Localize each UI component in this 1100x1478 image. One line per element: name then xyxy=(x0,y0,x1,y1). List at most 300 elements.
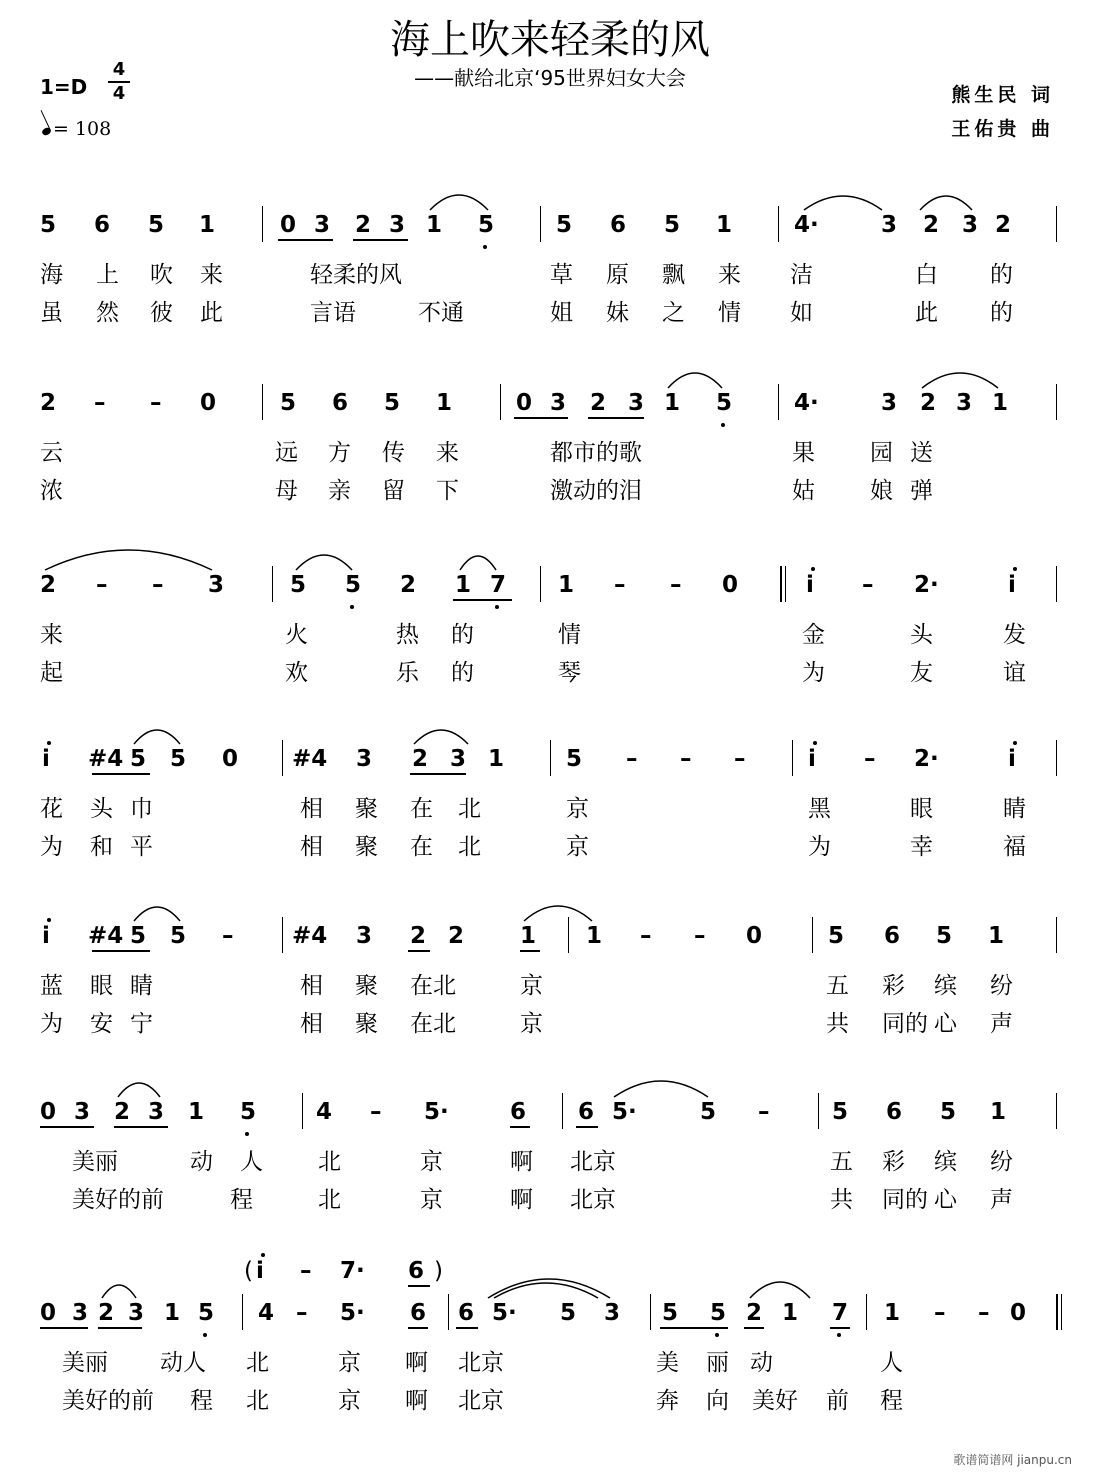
lyric-verse-1: 来 xyxy=(436,440,459,466)
lyric-verse-1: 动人 xyxy=(160,1350,206,1376)
lyric-verse-2: 下 xyxy=(436,478,459,504)
lyric-verse-1: 头 xyxy=(90,796,113,822)
lyric-verse-2: 留 xyxy=(382,478,405,504)
lyric-verse-2: 京 xyxy=(338,1388,361,1414)
note: 3 xyxy=(208,572,225,598)
note: – xyxy=(152,572,164,598)
note: 6 xyxy=(884,923,901,949)
lyric-verse-2: 谊 xyxy=(1003,660,1026,686)
underline-beam xyxy=(408,950,430,952)
lyric-verse-2: 程 xyxy=(190,1388,213,1414)
lyric-verse-2: 的 xyxy=(990,300,1013,326)
note: 2 xyxy=(920,390,937,416)
lyric-verse-2: 向 xyxy=(706,1388,729,1414)
lyric-verse-2: 琴 xyxy=(558,660,581,686)
note: 2· xyxy=(914,572,939,598)
lyric-verse-1: 北 xyxy=(318,1149,341,1175)
note: – xyxy=(978,1300,990,1326)
barline xyxy=(562,1093,563,1129)
note: #4 xyxy=(88,923,124,949)
lyric-verse-1: 纷 xyxy=(990,973,1013,999)
note: #4 xyxy=(292,923,328,949)
note: 5 xyxy=(936,923,953,949)
barline xyxy=(242,1294,243,1330)
note: 3 xyxy=(956,390,973,416)
lyric-verse-1: 相 xyxy=(300,796,323,822)
lyric-verse-1: 上 xyxy=(96,262,119,288)
song-subtitle: ——献给北京‘95世界妇女大会 xyxy=(414,66,686,90)
octave-dot-below xyxy=(203,1333,207,1337)
slur xyxy=(102,1285,136,1298)
lyric-verse-2: 虽 xyxy=(40,300,63,326)
lyric-verse-1: 五 xyxy=(830,1149,853,1175)
lyric-verse-1: 京 xyxy=(566,796,589,822)
underline-beam xyxy=(114,1126,168,1128)
note: 5 xyxy=(560,1300,577,1326)
note: 3 xyxy=(604,1300,621,1326)
lyric-verse-2: 共 xyxy=(826,1011,849,1037)
lyric-verse-2: 相 xyxy=(300,834,323,860)
lyric-verse-2: 为 xyxy=(802,660,825,686)
note: 5 xyxy=(566,746,583,772)
note: 5 xyxy=(170,923,187,949)
lyric-verse-1: 在北 xyxy=(410,973,456,999)
octave-dot-above xyxy=(1013,567,1017,571)
note: 2 xyxy=(995,212,1012,238)
note: 4 xyxy=(258,1300,275,1326)
barline xyxy=(1056,740,1057,776)
parenthetical-note: 6 xyxy=(408,1258,425,1284)
note: 1 xyxy=(426,212,443,238)
lyric-verse-2: 啊 xyxy=(405,1388,428,1414)
lyric-verse-2: 京 xyxy=(566,834,589,860)
note: – xyxy=(734,746,746,772)
underline-beam xyxy=(92,950,150,952)
note: 6 xyxy=(510,1099,527,1125)
barline xyxy=(778,384,779,420)
barline xyxy=(866,1294,867,1330)
slur xyxy=(488,1279,610,1298)
note: 1 xyxy=(455,572,472,598)
note: 6 xyxy=(458,1300,475,1326)
note: 5 xyxy=(832,1099,849,1125)
lyric-verse-2: 为 xyxy=(808,834,831,860)
lyric-verse-2: 北 xyxy=(458,834,481,860)
note: 1 xyxy=(990,1099,1007,1125)
lyric-verse-1: 巾 xyxy=(130,796,153,822)
note: 2 xyxy=(400,572,417,598)
lyric-verse-1: 啊 xyxy=(405,1350,428,1376)
barline xyxy=(785,566,786,602)
underline-beam xyxy=(40,1327,88,1329)
lyric-verse-1: 睛 xyxy=(130,973,153,999)
underline-beam xyxy=(410,773,466,775)
note: 2· xyxy=(914,746,939,772)
note: 1 xyxy=(164,1300,181,1326)
barline xyxy=(540,566,541,602)
underline-beam xyxy=(278,239,333,241)
lyric-verse-2: 北京 xyxy=(570,1187,616,1213)
note: – xyxy=(370,1099,382,1125)
lyric-verse-2: 友 xyxy=(910,660,933,686)
note: – xyxy=(96,572,108,598)
parenthetical-note: ) xyxy=(434,1258,443,1284)
slur xyxy=(750,1282,810,1298)
slur xyxy=(134,907,180,921)
underline-beam xyxy=(408,1285,430,1287)
slur xyxy=(922,373,998,388)
barline xyxy=(500,384,501,420)
lyric-verse-1: 丽 xyxy=(706,1350,729,1376)
lyric-verse-2: 亲 xyxy=(328,478,351,504)
lyric-verse-2: 美好的前 xyxy=(72,1187,164,1213)
slur xyxy=(524,906,592,921)
lyric-verse-2: 奔 xyxy=(656,1388,679,1414)
note: 3 xyxy=(74,1099,91,1125)
lyric-verse-1: 白 xyxy=(915,262,938,288)
octave-dot-below xyxy=(483,245,487,249)
note: 6 xyxy=(886,1099,903,1125)
note: 5 xyxy=(290,572,307,598)
barline xyxy=(282,917,283,953)
note: – xyxy=(670,572,682,598)
lyric-verse-2: 言语 xyxy=(310,300,356,326)
lyric-verse-2: 在 xyxy=(410,834,433,860)
lyric-verse-2: 此 xyxy=(200,300,223,326)
lyric-verse-1: 人 xyxy=(240,1149,263,1175)
lyric-verse-2: 同的 xyxy=(882,1011,928,1037)
note: 5 xyxy=(828,923,845,949)
underline-beam xyxy=(514,417,568,419)
lyric-verse-1: 黑 xyxy=(808,796,831,822)
underline-beam xyxy=(576,1126,598,1128)
note: 1 xyxy=(988,923,1005,949)
note: 1 xyxy=(586,923,603,949)
barline xyxy=(1061,1294,1062,1330)
note: 2 xyxy=(923,212,940,238)
lyric-verse-1: 金 xyxy=(802,622,825,648)
note: 0 xyxy=(1010,1300,1027,1326)
lyric-verse-2: 宁 xyxy=(130,1011,153,1037)
lyric-verse-1: 美 xyxy=(656,1350,679,1376)
underline-beam xyxy=(830,1327,850,1329)
underline-beam xyxy=(660,1327,728,1329)
note: 6 xyxy=(610,212,627,238)
lyric-verse-2: 弹 xyxy=(910,478,933,504)
note: 5 xyxy=(710,1300,727,1326)
note: 3 xyxy=(128,1300,145,1326)
lyric-verse-1: 海 xyxy=(40,262,63,288)
lyric-verse-2: 情 xyxy=(718,300,741,326)
composer-credit: 王佑贵 曲 xyxy=(951,118,1054,140)
lyric-verse-1: 花 xyxy=(40,796,63,822)
note: – xyxy=(614,572,626,598)
octave-dot-below xyxy=(350,605,354,609)
lyric-verse-2: 福 xyxy=(1003,834,1026,860)
lyric-verse-1: 热 xyxy=(396,622,419,648)
lyric-verse-1: 美丽 xyxy=(72,1149,118,1175)
note: 7 xyxy=(490,572,507,598)
note: 3 xyxy=(314,212,331,238)
lyric-verse-2: 心 xyxy=(934,1187,957,1213)
barline xyxy=(272,566,273,602)
note: 1 xyxy=(558,572,575,598)
barline xyxy=(792,740,793,776)
octave-dot-below xyxy=(495,605,499,609)
lyric-verse-2: 为 xyxy=(40,834,63,860)
lyric-verse-2: 和 xyxy=(90,834,113,860)
lyric-verse-1: 纷 xyxy=(990,1149,1013,1175)
note: – xyxy=(862,572,874,598)
note: 3 xyxy=(389,212,406,238)
note: 4· xyxy=(794,390,819,416)
barline xyxy=(282,740,283,776)
note: 3 xyxy=(550,390,567,416)
note: 2 xyxy=(746,1300,763,1326)
note: i xyxy=(42,923,50,949)
lyric-verse-2: 程 xyxy=(880,1388,903,1414)
barline xyxy=(780,566,782,602)
time-signature xyxy=(108,59,130,105)
underline-beam xyxy=(510,1126,530,1128)
underline-beam xyxy=(520,950,540,952)
lyric-verse-2: 乐 xyxy=(396,660,419,686)
underline-beam xyxy=(353,239,408,241)
lyric-verse-2: 北 xyxy=(246,1388,269,1414)
lyric-verse-2: 京 xyxy=(520,1011,543,1037)
lyric-verse-1: 彩 xyxy=(882,1149,905,1175)
underline-beam xyxy=(98,1327,142,1329)
slur xyxy=(414,730,468,744)
note: – xyxy=(934,1300,946,1326)
note: 5 xyxy=(664,212,681,238)
note: 7 xyxy=(832,1300,849,1326)
underline-beam xyxy=(408,1327,428,1329)
note: 0 xyxy=(746,923,763,949)
lyric-verse-2: 的 xyxy=(451,660,474,686)
lyric-verse-1: 五 xyxy=(826,973,849,999)
note: 0 xyxy=(722,572,739,598)
note: 1 xyxy=(782,1300,799,1326)
barline xyxy=(650,1294,651,1330)
lyric-verse-1: 园 xyxy=(870,440,893,466)
lyric-verse-2: 北 xyxy=(318,1187,341,1213)
barline xyxy=(778,206,779,242)
note: 1 xyxy=(664,390,681,416)
note: 1 xyxy=(188,1099,205,1125)
note: 0 xyxy=(200,390,217,416)
note: 5 xyxy=(556,212,573,238)
barline xyxy=(1056,917,1057,953)
lyric-verse-2: 平 xyxy=(130,834,153,860)
lyric-verse-1: 吹 xyxy=(150,262,173,288)
lyric-verse-2: 此 xyxy=(915,300,938,326)
note: – xyxy=(680,746,692,772)
lyric-verse-1: 京 xyxy=(520,973,543,999)
underline-beam xyxy=(40,1126,94,1128)
octave-dot-above xyxy=(1013,741,1017,745)
lyric-verse-1: 来 xyxy=(40,622,63,648)
note: 3 xyxy=(881,390,898,416)
note: 2 xyxy=(114,1099,131,1125)
note: 4 xyxy=(316,1099,333,1125)
lyric-verse-1: 人 xyxy=(880,1350,903,1376)
lyric-verse-1: 动 xyxy=(750,1350,773,1376)
time-signature-top: 4 xyxy=(108,59,130,83)
note: 5 xyxy=(240,1099,257,1125)
slur xyxy=(920,196,972,210)
lyric-verse-2: 之 xyxy=(662,300,685,326)
lyric-verse-1: 聚 xyxy=(355,796,378,822)
note: – xyxy=(694,923,706,949)
lyric-verse-2: 心 xyxy=(934,1011,957,1037)
note: 6 xyxy=(94,212,111,238)
barline xyxy=(1056,1294,1058,1330)
lyric-verse-1: 蓝 xyxy=(40,973,63,999)
octave-dot-above xyxy=(261,1253,265,1257)
note: 3 xyxy=(148,1099,165,1125)
octave-dot-above xyxy=(47,918,51,922)
barline xyxy=(262,384,263,420)
note: 3 xyxy=(962,212,979,238)
lyric-verse-2: 幸 xyxy=(910,834,933,860)
lyric-verse-1: 缤 xyxy=(934,973,957,999)
lyric-verse-1: 火 xyxy=(285,622,308,648)
lyric-verse-1: 北京 xyxy=(570,1149,616,1175)
slur xyxy=(430,195,488,210)
barline xyxy=(568,917,569,953)
lyric-verse-2: 京 xyxy=(420,1187,443,1213)
note: 2 xyxy=(590,390,607,416)
barline xyxy=(812,917,813,953)
lyric-verse-2: 彼 xyxy=(150,300,173,326)
lyric-verse-1: 彩 xyxy=(882,973,905,999)
underline-beam xyxy=(453,599,512,601)
note: – xyxy=(640,923,652,949)
note: 3 xyxy=(628,390,645,416)
note: – xyxy=(864,746,876,772)
note: 2 xyxy=(40,390,57,416)
parenthetical-note: – xyxy=(300,1258,312,1284)
lyric-verse-1: 京 xyxy=(338,1350,361,1376)
lyric-verse-1: 在 xyxy=(410,796,433,822)
note: 1 xyxy=(488,746,505,772)
barline xyxy=(818,1093,819,1129)
note: i xyxy=(1008,572,1016,598)
note: 1 xyxy=(884,1300,901,1326)
barline xyxy=(1056,206,1057,242)
note: 2 xyxy=(98,1300,115,1326)
lyric-verse-1: 北 xyxy=(458,796,481,822)
lyric-verse-2: 欢 xyxy=(285,660,308,686)
lyric-verse-1: 云 xyxy=(40,440,63,466)
lyric-verse-1: 洁 xyxy=(790,262,813,288)
slur xyxy=(668,373,722,388)
lyric-verse-1: 原 xyxy=(606,262,629,288)
time-signature-bottom: 4 xyxy=(112,83,126,104)
lyric-verse-1: 相 xyxy=(300,973,323,999)
barline xyxy=(262,206,263,242)
note: 5 xyxy=(40,212,57,238)
slur xyxy=(460,556,496,570)
lyric-verse-2: 声 xyxy=(990,1187,1013,1213)
note: 0 xyxy=(222,746,239,772)
note: #4 xyxy=(292,746,328,772)
lyric-verse-1: 远 xyxy=(275,440,298,466)
octave-dot-below xyxy=(837,1333,841,1337)
lyric-verse-1: 轻柔的风 xyxy=(310,262,402,288)
watermark: 歌谱简谱网 jianpu.cn xyxy=(953,1453,1072,1467)
octave-dot-above xyxy=(47,741,51,745)
slur xyxy=(494,1283,598,1298)
note: 5 xyxy=(198,1300,215,1326)
lyric-verse-1: 的 xyxy=(451,622,474,648)
barline xyxy=(302,1093,303,1129)
barline xyxy=(1056,384,1057,420)
lyric-verse-2: 声 xyxy=(990,1011,1013,1037)
note: 3 xyxy=(356,923,373,949)
note: 5 xyxy=(130,746,147,772)
lyric-verse-1: 动 xyxy=(190,1149,213,1175)
lyric-verse-1: 发 xyxy=(1003,622,1026,648)
lyric-verse-2: 母 xyxy=(275,478,298,504)
lyric-verse-2: 美好 xyxy=(752,1388,798,1414)
note: 5 xyxy=(170,746,187,772)
note: – xyxy=(94,390,106,416)
note: – xyxy=(296,1300,308,1326)
note: i xyxy=(806,572,814,598)
barline xyxy=(540,206,541,242)
lyric-verse-2: 妹 xyxy=(606,300,629,326)
lyric-verse-1: 来 xyxy=(718,262,741,288)
note: 6 xyxy=(578,1099,595,1125)
tempo-marking xyxy=(42,118,111,140)
key-signature: 1=D xyxy=(40,75,88,99)
lyric-verse-2: 姑 xyxy=(792,478,815,504)
barline xyxy=(1056,566,1057,602)
note: 1 xyxy=(716,212,733,238)
lyric-verse-2: 为 xyxy=(40,1011,63,1037)
note: 5· xyxy=(424,1099,449,1125)
lyric-verse-2: 起 xyxy=(40,660,63,686)
lyric-verse-1: 啊 xyxy=(510,1149,533,1175)
lyric-verse-1: 来 xyxy=(200,262,223,288)
note: – xyxy=(626,746,638,772)
lyricist-credit: 熊生民 词 xyxy=(951,84,1054,106)
lyric-verse-2: 同的 xyxy=(882,1187,928,1213)
slur xyxy=(804,196,882,210)
note: 1 xyxy=(199,212,216,238)
underline-beam xyxy=(588,417,644,419)
slur xyxy=(118,1083,160,1097)
slur xyxy=(614,1081,708,1097)
lyric-verse-2: 聚 xyxy=(355,834,378,860)
lyric-verse-2: 如 xyxy=(790,300,813,326)
octave-dot-below xyxy=(715,1333,719,1337)
parenthetical-note: 7· xyxy=(340,1258,365,1284)
note: 5· xyxy=(340,1300,365,1326)
lyric-verse-1: 聚 xyxy=(355,973,378,999)
note: 0 xyxy=(280,212,297,238)
lyric-verse-1: 都市的歌 xyxy=(550,440,642,466)
lyric-verse-2: 不通 xyxy=(418,300,464,326)
note: 5 xyxy=(478,212,495,238)
note: i xyxy=(808,746,816,772)
note: 5· xyxy=(612,1099,637,1125)
note: – xyxy=(150,390,162,416)
note: 2 xyxy=(410,923,427,949)
note: 0 xyxy=(40,1300,57,1326)
